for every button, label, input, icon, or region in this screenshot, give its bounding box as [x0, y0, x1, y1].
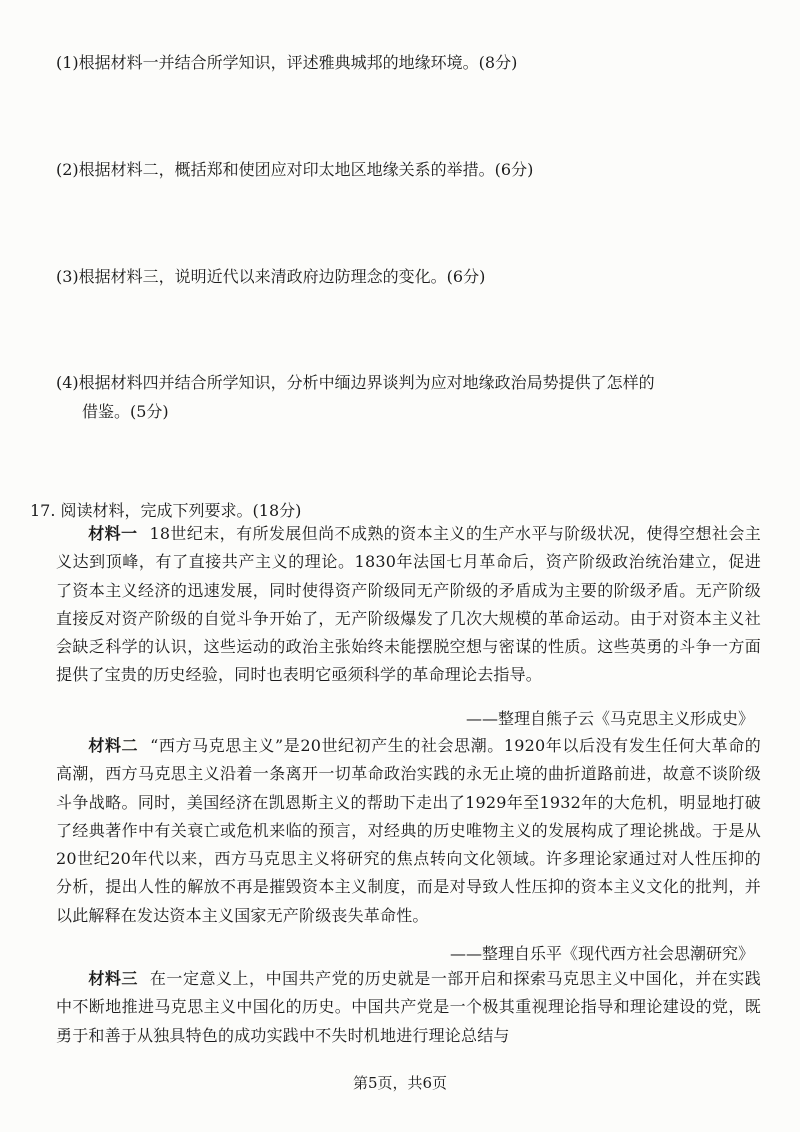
question-4 [56, 368, 761, 426]
question-3-text: 根据材料三，说明近代以来清政府边防理念的变化。(6分) [78, 267, 486, 286]
page-footer: 第5页，共6页 [352, 1074, 448, 1092]
material-2 [56, 732, 761, 930]
material-2-text: “西方马克思主义”是20世纪初产生的社会思潮。1920年以后没有发生任何大革命的高潮，西方马克思主义沿着一条离开一切革命政治实践的永无止境的曲折道路前进，故意不谈阶级斗争战略。同时，美国经济在凯恩斯主义的帮助下走出了1929年至1932年的大危机，明显地打破了经典著作中有关衰亡或危机来临的预言，对经典的历史唯物主义的发展构成了理论挑战。于是从20世纪20年代以来，西方马克思主义将研究的焦点转向文化领域。许多理论家通过对人性压抑的分析，提出人性的解放不再是摧毁资本主义制度，而是对导致人性压抑的资本主义文化的批判，并以此解释在发达资本主义国家无产阶级丧失革命性。 [56, 736, 761, 925]
question-4-text: 根据材料四并结合所学知识，分析中缅边界谈判为应对地缘政治局势提供了怎样的 [78, 373, 655, 392]
material-3-text: 在一定意义上，中国共产党的历史就是一部开启和探索马克思主义中国化，并在实践中不断地推进马克思主义中国化的历史。中国共产党是一个极其重视理论指导和理论建设的党，既勇于和善于从独具特色的成功实践中不失时机地进行理论总结与 [56, 969, 761, 1045]
question-2-num: (2) [56, 160, 79, 179]
question-2 [56, 155, 761, 184]
material-2-label: 材料二 [88, 736, 139, 755]
material-3 [56, 965, 761, 1050]
material-3-label: 材料三 [88, 969, 138, 988]
question-1-num: (1) [56, 53, 79, 72]
question-3 [56, 262, 761, 291]
section-17-title: 17. 阅读材料，完成下列要求。(18分) [30, 501, 302, 520]
material-1-label: 材料一 [88, 524, 138, 543]
question-3-num: (3) [56, 267, 79, 286]
material-1-source: ——整理自熊子云《马克思主义形成史》 [465, 709, 754, 728]
question-4-num: (4) [56, 373, 79, 392]
question-2-text: 根据材料二，概括郑和使团应对印太地区地缘关系的举措。(6分) [78, 160, 534, 179]
material-1-text: 18世纪末，有所发展但尚不成熟的资本主义的生产水平与阶级状况，使得空想社会主义达到顶峰，有了直接共产主义的理论。1830年法国七月革命后，资产阶级政治统治建立，促进了资本主义经济的迅速发展，同时使得资产阶级同无产阶级的矛盾成为主要的阶级矛盾。无产阶级直接反对资产阶级的自觉斗争开始了，无产阶级爆发了几次大规模的革命运动。由于对资本主义社会缺乏科学的认识，这些运动的政治主张始终未能摆脱空想与密谋的性质。这些英勇的斗争一方面提供了宝贵的历史经验，同时也表明它亟须科学的革命理论去指导。 [56, 524, 761, 685]
material-1 [56, 520, 761, 690]
question-4-continuation: 借鉴。(5分) [82, 402, 169, 421]
question-1-text: 根据材料一并结合所学知识，评述雅典城邦的地缘环境。(8分) [78, 53, 518, 72]
question-1 [56, 48, 761, 77]
material-2-source: ——整理自乐平《现代西方社会思潮研究》 [449, 944, 754, 963]
